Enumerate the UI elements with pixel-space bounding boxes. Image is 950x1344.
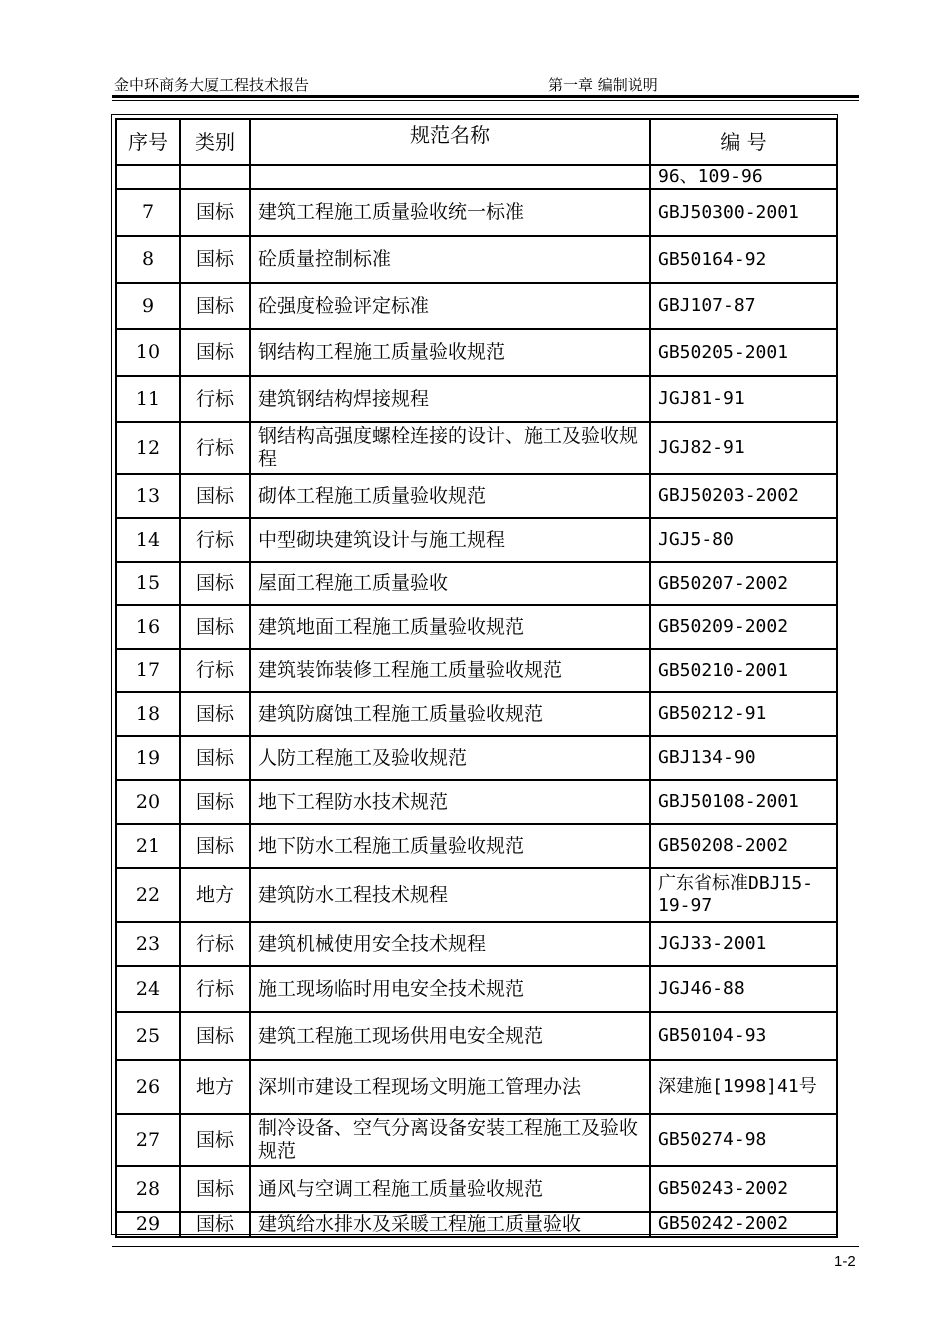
row-category: 国标 (180, 283, 250, 329)
row-standard-name: 深圳市建设工程现场文明施工管理办法 (250, 1060, 650, 1114)
row-standard-code: 96、109-96 (650, 165, 837, 189)
row-number: 16 (116, 605, 180, 649)
table-row (116, 1166, 837, 1212)
row-standard-code: 广东省标准DBJ15-19-97 (650, 868, 837, 922)
row-standard-name: 地下防水工程施工质量验收规范 (250, 824, 650, 868)
row-standard-code: 深建施[1998]41号 (650, 1060, 837, 1114)
row-category: 国标 (180, 189, 250, 236)
table-header-row (116, 119, 837, 165)
header-category: 类别 (180, 119, 250, 165)
row-standard-name: 人防工程施工及验收规范 (250, 736, 650, 780)
row-standard-code: GB50242-2002 (650, 1212, 837, 1237)
row-standard-code: GB50207-2002 (650, 562, 837, 605)
table-row (116, 692, 837, 736)
row-number: 27 (116, 1114, 180, 1166)
row-number: 11 (116, 376, 180, 422)
table-row (116, 780, 837, 824)
row-standard-code: JGJ5-80 (650, 518, 837, 562)
row-number: 23 (116, 922, 180, 966)
row-category: 行标 (180, 376, 250, 422)
row-category: 行标 (180, 422, 250, 474)
table-row (116, 376, 837, 422)
row-standard-code: GB50209-2002 (650, 605, 837, 649)
row-standard-code: GB50164-92 (650, 236, 837, 283)
table-row (116, 1114, 837, 1166)
row-standard-name: 建筑工程施工质量验收统一标准 (250, 189, 650, 236)
row-standard-name (250, 165, 650, 189)
table-row (116, 329, 837, 376)
row-standard-code: GB50243-2002 (650, 1166, 837, 1212)
row-standard-name: 中型砌块建筑设计与施工规程 (250, 518, 650, 562)
table-row (116, 649, 837, 692)
row-standard-name: 建筑装饰装修工程施工质量验收规范 (250, 649, 650, 692)
row-standard-code: GB50210-2001 (650, 649, 837, 692)
row-number: 21 (116, 824, 180, 868)
row-number (116, 165, 180, 189)
row-standard-code: GB50212-91 (650, 692, 837, 736)
table-row (116, 868, 837, 922)
row-category: 国标 (180, 780, 250, 824)
table-row (116, 474, 837, 518)
table-row (116, 736, 837, 780)
header-rule-thick (112, 95, 859, 98)
header-code: 编 号 (650, 119, 837, 165)
row-category: 国标 (180, 236, 250, 283)
row-number: 14 (116, 518, 180, 562)
table-row (116, 922, 837, 966)
page-number: 1-2 (834, 1253, 856, 1270)
chapter-title: 第一章 编制说明 (548, 76, 658, 94)
header-name: 规范名称 (250, 119, 650, 165)
table-row (116, 1212, 837, 1237)
row-number: 25 (116, 1012, 180, 1060)
row-number: 26 (116, 1060, 180, 1114)
row-number: 28 (116, 1166, 180, 1212)
row-standard-code: GB50208-2002 (650, 824, 837, 868)
row-category: 国标 (180, 1114, 250, 1166)
row-standard-name: 砼质量控制标准 (250, 236, 650, 283)
table-row (116, 605, 837, 649)
row-standard-name: 建筑工程施工现场供用电安全规范 (250, 1012, 650, 1060)
row-standard-name: 砌体工程施工质量验收规范 (250, 474, 650, 518)
row-standard-name: 施工现场临时用电安全技术规范 (250, 966, 650, 1012)
row-standard-name: 钢结构工程施工质量验收规范 (250, 329, 650, 376)
row-category: 行标 (180, 966, 250, 1012)
row-category: 行标 (180, 518, 250, 562)
header-no: 序号 (116, 119, 180, 165)
table-row (116, 966, 837, 1012)
row-category: 行标 (180, 922, 250, 966)
row-category: 地方 (180, 868, 250, 922)
row-standard-name: 建筑机械使用安全技术规程 (250, 922, 650, 966)
header-rule-thin (112, 100, 859, 101)
row-category: 国标 (180, 736, 250, 780)
document-title: 金中环商务大厦工程技术报告 (114, 76, 310, 94)
row-category: 国标 (180, 474, 250, 518)
row-standard-code: GBJ50108-2001 (650, 780, 837, 824)
row-standard-name: 屋面工程施工质量验收 (250, 562, 650, 605)
row-number: 22 (116, 868, 180, 922)
row-standard-code: GB50205-2001 (650, 329, 837, 376)
row-number: 19 (116, 736, 180, 780)
table-row (116, 824, 837, 868)
row-category: 国标 (180, 605, 250, 649)
row-category: 国标 (180, 1012, 250, 1060)
row-standard-code: GBJ50300-2001 (650, 189, 837, 236)
row-standard-code: GBJ50203-2002 (650, 474, 837, 518)
row-standard-name: 地下工程防水技术规范 (250, 780, 650, 824)
table-row (116, 189, 837, 236)
row-number: 8 (116, 236, 180, 283)
row-standard-name: 制冷设备、空气分离设备安装工程施工及验收规范 (250, 1114, 650, 1166)
row-category: 国标 (180, 692, 250, 736)
row-number: 12 (116, 422, 180, 474)
row-number: 7 (116, 189, 180, 236)
row-standard-code: JGJ82-91 (650, 422, 837, 474)
table-row (116, 422, 837, 474)
row-category: 国标 (180, 562, 250, 605)
row-standard-code: GB50274-98 (650, 1114, 837, 1166)
footer-rule (112, 1246, 859, 1247)
row-standard-code: JGJ33-2001 (650, 922, 837, 966)
table-row (116, 1060, 837, 1114)
standards-table (115, 118, 838, 1238)
row-standard-code: JGJ81-91 (650, 376, 837, 422)
table-row (116, 283, 837, 329)
row-standard-code: GBJ134-90 (650, 736, 837, 780)
row-number: 15 (116, 562, 180, 605)
row-standard-code: JGJ46-88 (650, 966, 837, 1012)
row-category (180, 165, 250, 189)
row-number: 17 (116, 649, 180, 692)
row-number: 24 (116, 966, 180, 1012)
table-row (116, 1012, 837, 1060)
row-category: 行标 (180, 649, 250, 692)
row-standard-code: GBJ107-87 (650, 283, 837, 329)
table-row (116, 165, 837, 189)
row-category: 国标 (180, 1212, 250, 1237)
row-standard-name: 建筑防水工程技术规程 (250, 868, 650, 922)
row-category: 国标 (180, 824, 250, 868)
row-standard-name: 通风与空调工程施工质量验收规范 (250, 1166, 650, 1212)
row-standard-name: 建筑钢结构焊接规程 (250, 376, 650, 422)
row-number: 29 (116, 1212, 180, 1237)
row-number: 20 (116, 780, 180, 824)
row-standard-name: 建筑地面工程施工质量验收规范 (250, 605, 650, 649)
row-number: 9 (116, 283, 180, 329)
row-number: 18 (116, 692, 180, 736)
table-row (116, 518, 837, 562)
row-category: 国标 (180, 329, 250, 376)
row-number: 13 (116, 474, 180, 518)
row-standard-name: 建筑给水排水及采暖工程施工质量验收 (250, 1212, 650, 1237)
row-standard-code: GB50104-93 (650, 1012, 837, 1060)
row-category: 国标 (180, 1166, 250, 1212)
row-category: 地方 (180, 1060, 250, 1114)
row-number: 10 (116, 329, 180, 376)
row-standard-name: 建筑防腐蚀工程施工质量验收规范 (250, 692, 650, 736)
table-row (116, 562, 837, 605)
row-standard-name: 砼强度检验评定标准 (250, 283, 650, 329)
row-standard-name: 钢结构高强度螺栓连接的设计、施工及验收规程 (250, 422, 650, 474)
table-row (116, 236, 837, 283)
